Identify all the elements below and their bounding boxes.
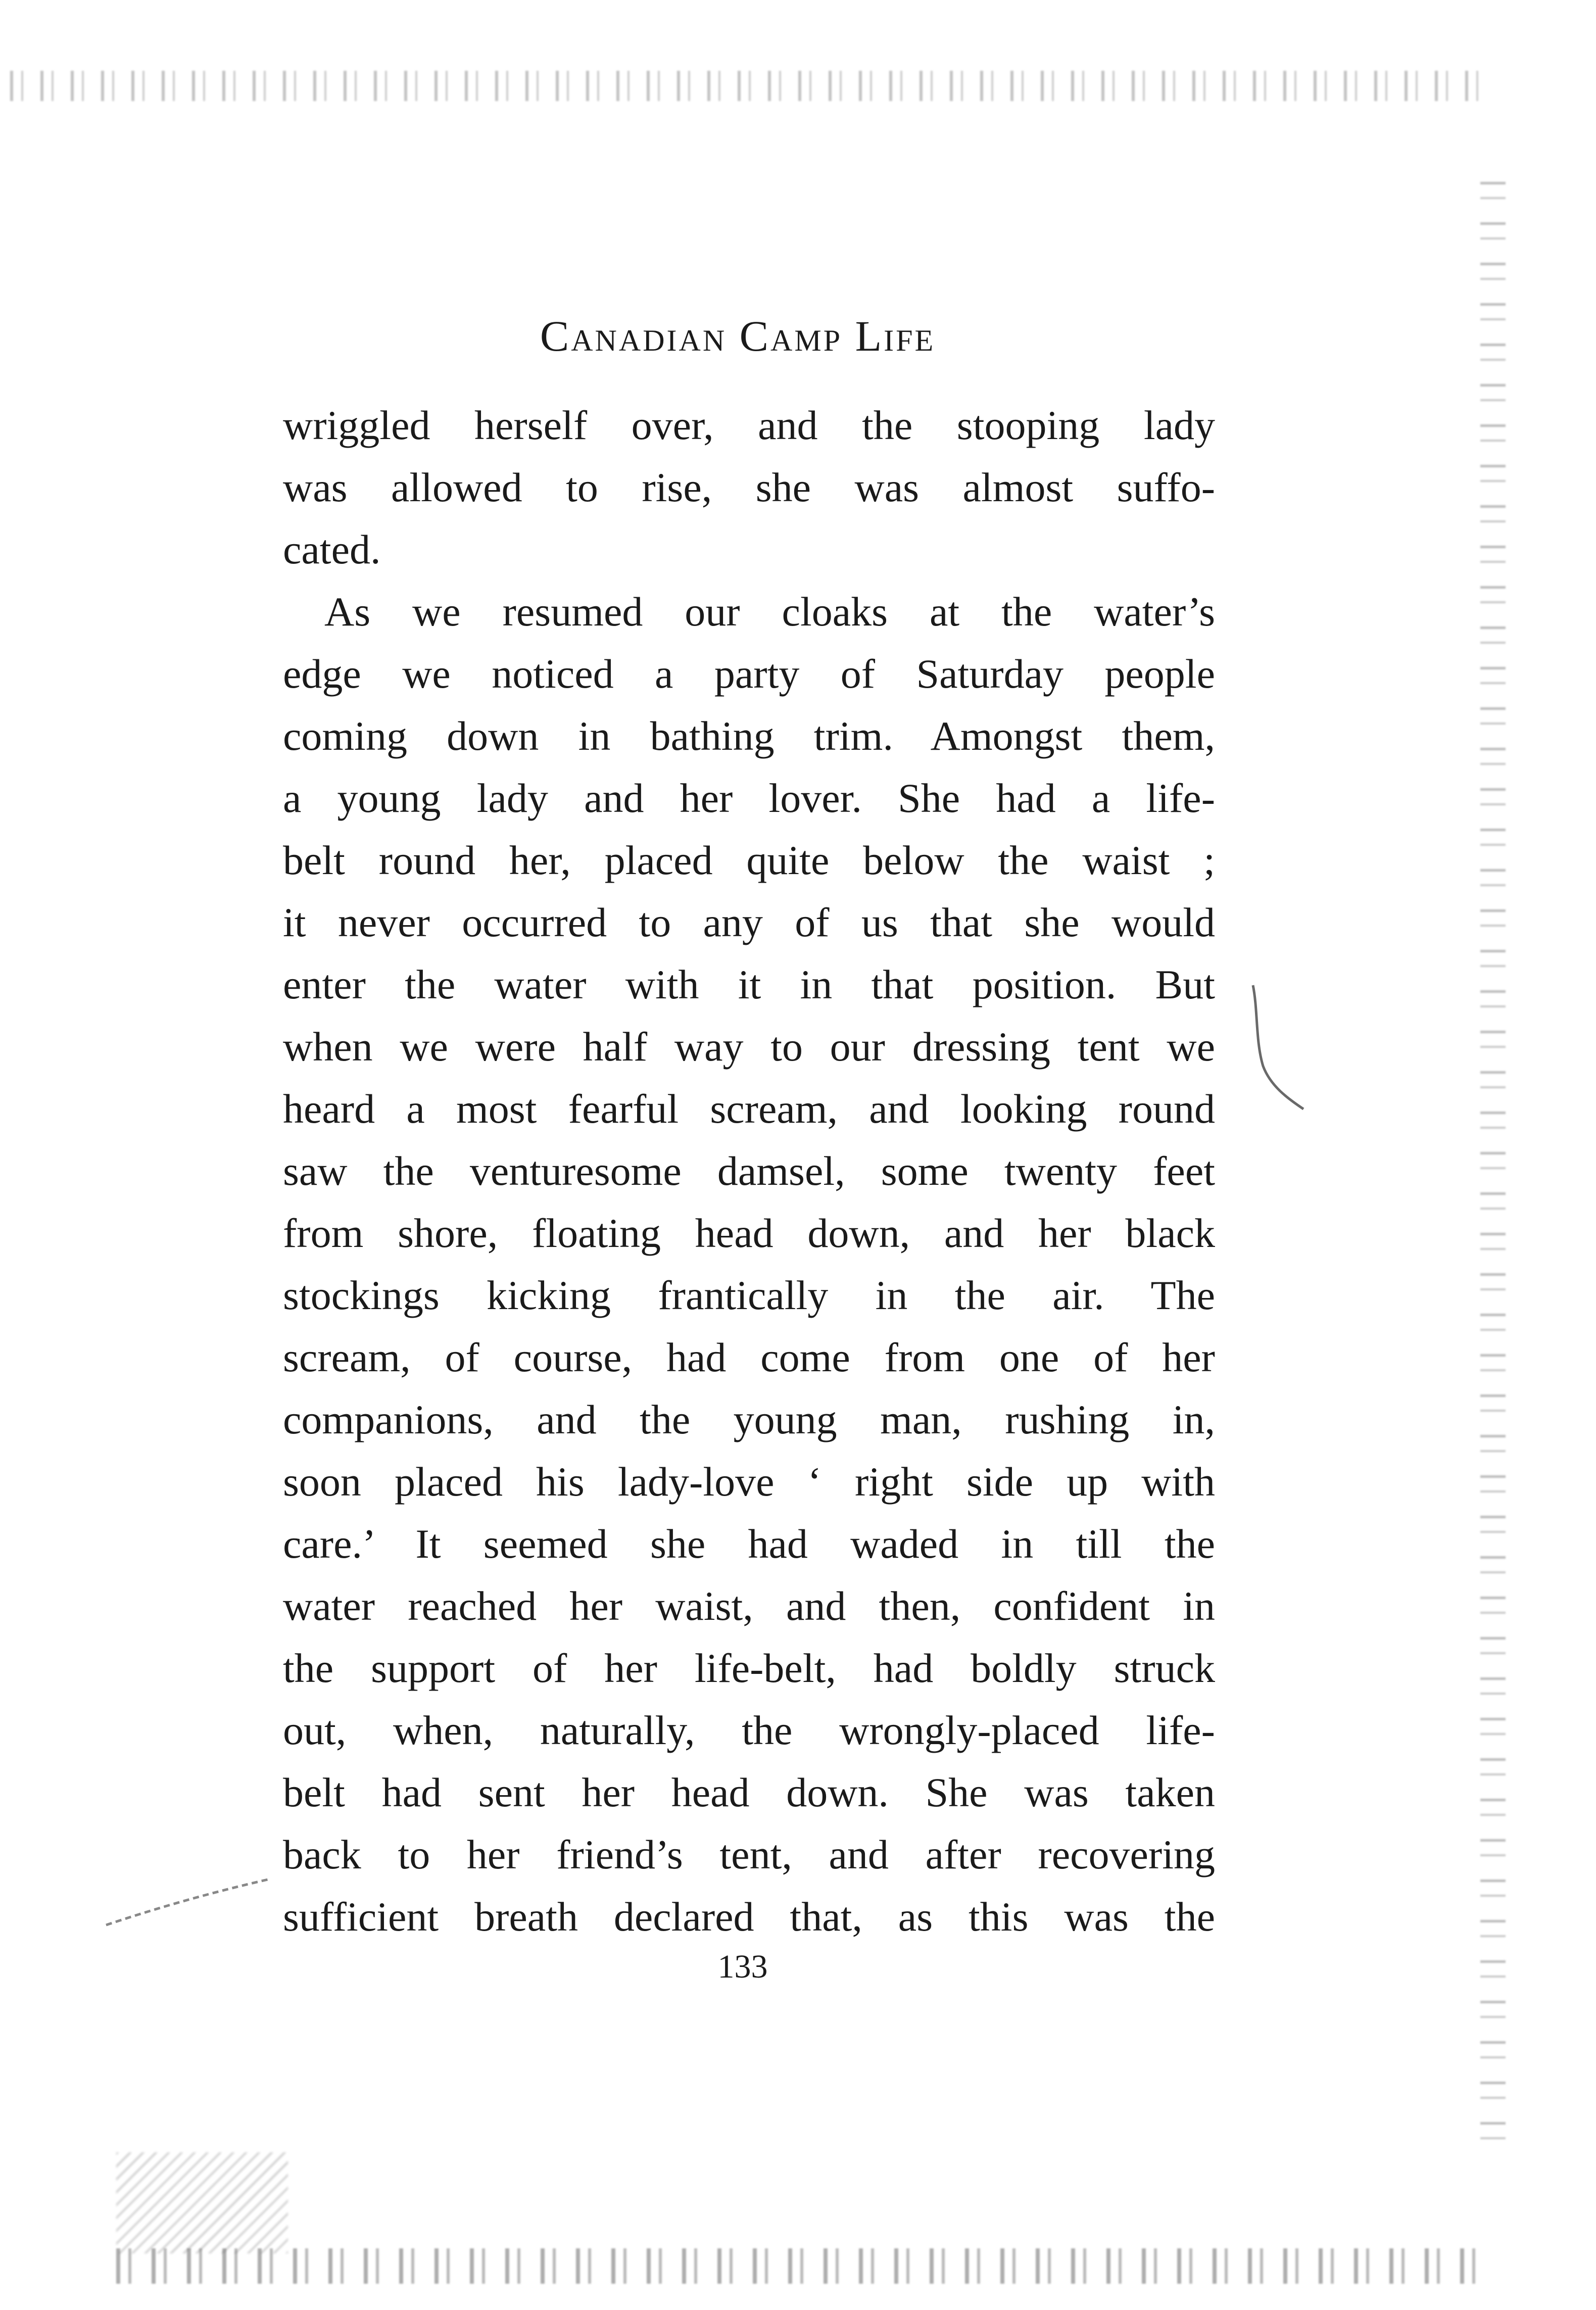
text-line: coming down in bathing trim. Amongst them, xyxy=(283,713,1215,759)
text-line: As we resumed our cloaks at the water’s xyxy=(324,589,1215,635)
text-line: scream, of course, had come from one of her xyxy=(283,1334,1215,1380)
text-line: care.’ It seemed she had waded in till the xyxy=(283,1521,1215,1567)
text-line: water reached her waist, and then, confident in xyxy=(283,1583,1215,1629)
text-line: cated. xyxy=(283,526,381,572)
scan-edge-bottom xyxy=(116,2248,1490,2284)
text-line: from shore, floating head down, and her black xyxy=(283,1210,1215,1256)
text-line: back to her friend’s tent, and after recovering xyxy=(283,1832,1215,1878)
text-line: a young lady and her lover. She had a life- xyxy=(283,775,1215,821)
text-line: the support of her life-belt, had boldly struck xyxy=(283,1645,1215,1691)
text-line: out, when, naturally, the wrongly-placed life- xyxy=(283,1707,1215,1753)
text-line: stockings kicking frantically in the air. The xyxy=(283,1272,1215,1318)
text-line: sufficient breath declared that, as this was the xyxy=(283,1894,1215,1940)
text-line: belt round her, placed quite below the waist ; xyxy=(283,837,1215,883)
text-line: when we were half way to our dressing tent we xyxy=(283,1024,1215,1070)
text-line: saw the venturesome damsel, some twenty feet xyxy=(283,1148,1215,1194)
scan-edge-right xyxy=(1480,182,1506,2152)
running-head: Canadian Camp Life xyxy=(540,312,936,360)
text-line: it never occurred to any of us that she would xyxy=(283,899,1215,945)
text-line: was allowed to rise, she was almost suffo- xyxy=(283,464,1215,510)
body-text xyxy=(283,394,1215,1948)
scan-edge-top xyxy=(10,71,1485,101)
text-line: belt had sent her head down. She was taken xyxy=(283,1769,1215,1815)
text-line: soon placed his lady-love ‘ right side up with xyxy=(283,1459,1215,1505)
page-number: 133 xyxy=(717,1948,768,1985)
text-line: heard a most fearful scream, and looking round xyxy=(283,1086,1215,1132)
pencil-dash-mark xyxy=(101,1869,273,1930)
text-line: enter the water with it in that position. But xyxy=(283,961,1215,1007)
text-line: wriggled herself over, and the stooping lady xyxy=(283,402,1215,448)
scan-edge-bottom-left xyxy=(116,2152,288,2253)
text-line: edge we noticed a party of Saturday people xyxy=(283,651,1215,697)
text-line: companions, and the young man, rushing in, xyxy=(283,1397,1215,1442)
pencil-margin-mark xyxy=(1248,980,1309,1112)
